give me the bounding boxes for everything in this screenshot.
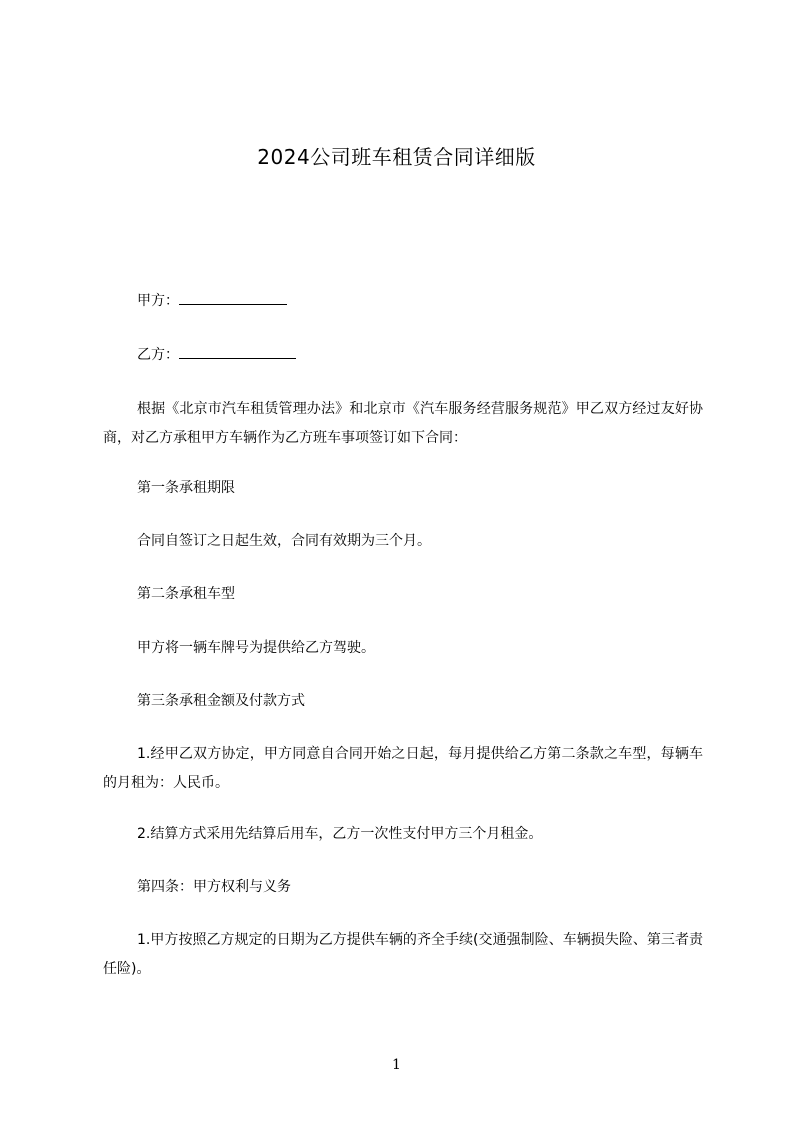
party-a-line — [137, 290, 287, 311]
party-b-label: 乙方： — [137, 347, 179, 363]
article4-heading: 第四条：甲方权利与义务 — [137, 879, 291, 895]
article1-text: 合同自签订之日起生效，合同有效期为三个月。 — [137, 533, 431, 549]
article2-heading: 第二条承租车型 — [137, 586, 235, 602]
page-number: 1 — [392, 1057, 401, 1073]
article2-text: 甲方将一辆车牌号为提供给乙方驾驶。 — [137, 640, 375, 656]
party-b-line — [137, 344, 296, 365]
article1-heading: 第一条承租期限 — [137, 480, 235, 496]
article3-item2: 2.结算方式采用先结算后用车，乙方一次性支付甲方三个月租金。 — [137, 826, 543, 842]
party-a-blank — [179, 290, 287, 305]
article4-item1: 1.甲方按照乙方规定的日期为乙方提供车辆的齐全手续(交通强制险、车辆损失险、第三者责任险)。 — [103, 932, 703, 977]
document-title: 2024公司班车租赁合同详细版 — [257, 145, 536, 169]
party-a-label: 甲方： — [137, 293, 179, 309]
party-b-blank — [179, 344, 296, 359]
intro-paragraph: 根据《北京市汽车租赁管理办法》和北京市《汽车服务经营服务规范》甲乙双方经过友好协商，对乙方承租甲方车辆作为乙方班车事项签订如下合同： — [103, 401, 703, 446]
article3-heading: 第三条承租金额及付款方式 — [137, 693, 305, 709]
article3-item1: 1.经甲乙双方协定，甲方同意自合同开始之日起，每月提供给乙方第二条款之车型，每辆车的月租为：人民币。 — [103, 746, 703, 791]
